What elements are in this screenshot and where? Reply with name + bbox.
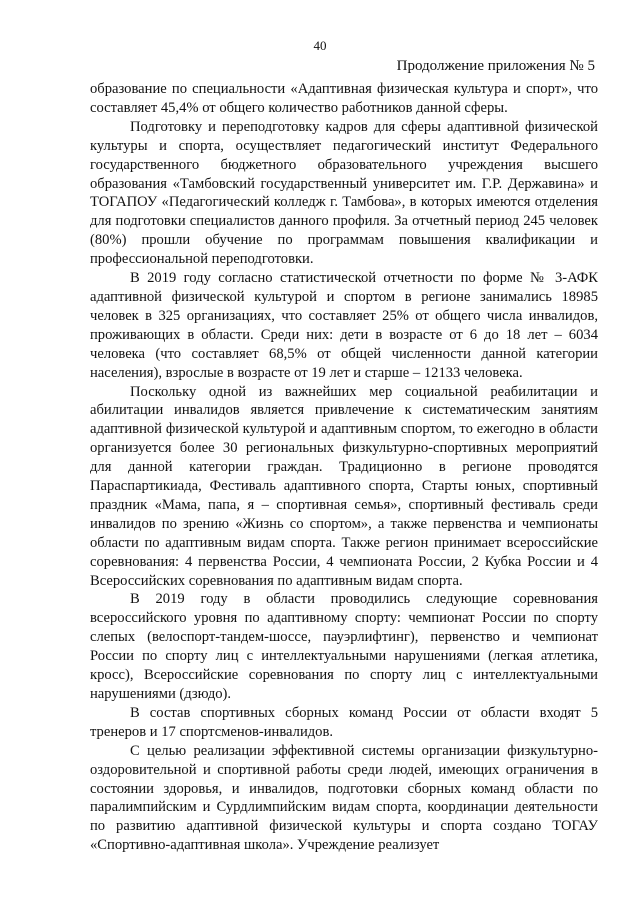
- paragraph-adaptive-school: С целью реализации эффективной системы организации физкультурно-оздоровительной и спортивной работы среди людей, имеющих ограничения в состоянии здоровья, и инвалидов, подготовки сборных команд области по паралимпийским и Сурдлимпийским видам спорта, координации деятельности по развитию адаптивной физической культуры и спорта создано ТОГАУ «Спортивно-адаптивная школа». Учреждение реализует: [90, 742, 598, 854]
- paragraph-regional-events: Поскольку одной из важнейших мер социальной реабилитации и абилитации инвалидов является привлечение к систематическим занятиям адаптивной физической культурой и адаптивным спортом, то ежегодно в области организуется более 30 региональных физкультурно-спортивных мероприятий для данной категории граждан. Традиционно в регионе проводятся Параспартикиада, Фестиваль адаптивного спорта, Старты юных, спортивный праздник «Мама, папа, я – спортивная семья», спортивный фестиваль среди инвалидов по зрению «Жизнь со спортом», а также первенства и чемпионаты области по адаптивным видам спорта. Также регион принимает всероссийские соревнования: 4 первенства России, 4 чемпионата России, 2 Кубка России и 4 Всероссийских соревнования по адаптивным видам спорта.: [90, 383, 598, 589]
- paragraph-statistics-2019: В 2019 году согласно статистической отчетности по форме № 3-АФК адаптивной физической культурой и спортом в регионе занимались 18985 человек в 325 организациях, что составляет 25% от общего числа инвалидов, проживающих в области. Среди них: дети в возрасте от 6 до 18 лет – 6034 человека (что составляет 68,5% от общей численности данной категории населения), взрослые в возрасте от 19 лет и старше – 12133 человека.: [90, 270, 598, 381]
- appendix-header: Продолжение приложения № 5: [396, 58, 595, 74]
- paragraph-continued: образование по специальности «Адаптивная физическая культура и спорт», что составляет 45,4% от общего количество работников данной сферы.: [90, 81, 598, 116]
- page-number: 40: [313, 38, 327, 53]
- paragraph-all-russian-competitions: В 2019 году в области проводились следующие соревнования всероссийского уровня по адаптивному спорту: чемпионат России по спорту слепых (велоспорт-тандем-шоссе, пауэрлифтинг), первенство и чемпионат России по спорту лиц с интеллектуальными нарушениями (легкая атлетика, кросс), Всероссийские соревнования по спорту лиц с интеллектуальными нарушениями (дзюдо).: [90, 591, 598, 702]
- paragraph-staff-training: Подготовку и переподготовку кадров для сферы адаптивной физической культуры и спорта, осуществляет педагогический институт Федерального государственного бюджетного образовательного учреждения высшего образования «Тамбовский государственный университет им. Г.Р. Державина» и ТОГАПОУ «Педагогический колледж г. Тамбова», в которых имеются отделения для подготовки специалистов данного профиля. За отчетный период 245 человек (80%) прошли обучение по программам повышения квалификации и профессиональной переподготовки.: [90, 118, 598, 268]
- body-text: [90, 80, 598, 855]
- paragraph-national-team: В состав спортивных сборных команд России от области входят 5 тренеров и 17 спортсменов-инвалидов.: [90, 704, 598, 740]
